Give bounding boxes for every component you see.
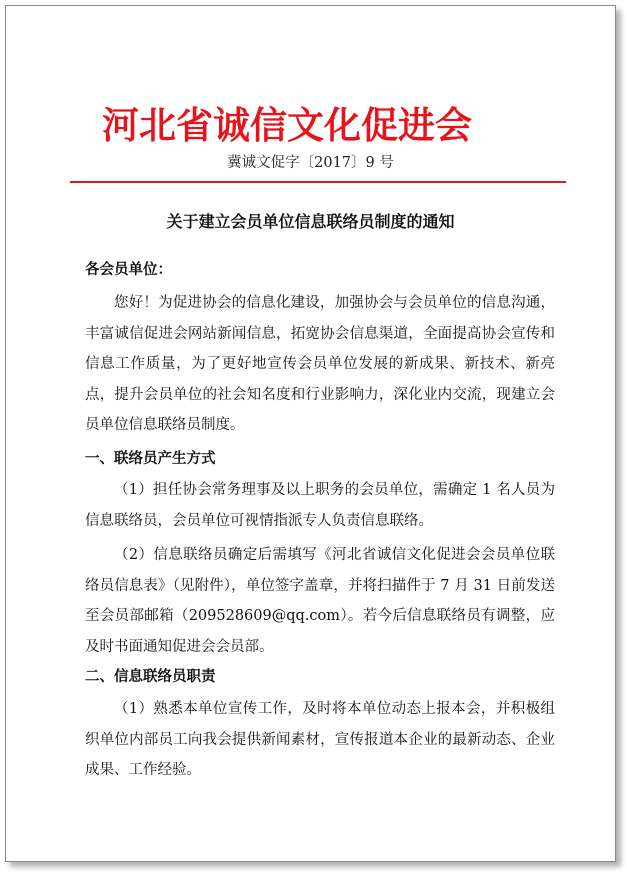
intro-paragraph: 您好！为促进协会的信息化建设，加强协会与会员单位的信息沟通，丰富诚信促进会网站新闻信息，拓宽协会信息渠道，全面提高协会宣传和信息工作质量，为了更好地宣传会员单位发展的新成果、新技术、新亮点，提升会员单位的社会知名度和行业影响力，深化业内交流，现建立会员单位信息联络员制度。 [85,295,555,433]
document-page [5,5,616,862]
organization-title: 河北省诚信文化促进会 [102,104,472,147]
section-heading-1: 一、联络员产生方式 [85,450,216,467]
salutation: 各会员单位： [85,261,172,278]
red-divider-line [70,181,566,183]
document-number: 冀诚文促字〔2017〕9 号 [227,155,394,171]
section-1-paragraph-1: （1）担任协会常务理事及以上职务的会员单位，需确定 1 名人员为信息联络员，会员单位可视情指派专人负责信息联络。 [85,482,555,529]
notice-title: 关于建立会员单位信息联络员制度的通知 [166,212,455,231]
section-2-paragraph-1: （1）熟悉本单位宣传工作，及时将本单位动态上报本会，并积极组织单位内部员工向我会提供新闻素材，宣传报道本企业的最新动态、企业成果、工作经验。 [85,701,555,778]
section-1-paragraph-2: （2）信息联络员确定后需填写《河北省诚信文化促进会会员单位联络员信息表》（见附件），单位签字盖章，并将扫描件于 7 月 31 日前发送至会员部邮箱（209528609@qq.com）。若今后信息联络员有调整，应及时书面通知促进会会员部。 [85,547,555,655]
section-heading-2: 二、信息联络员职责 [85,668,216,685]
